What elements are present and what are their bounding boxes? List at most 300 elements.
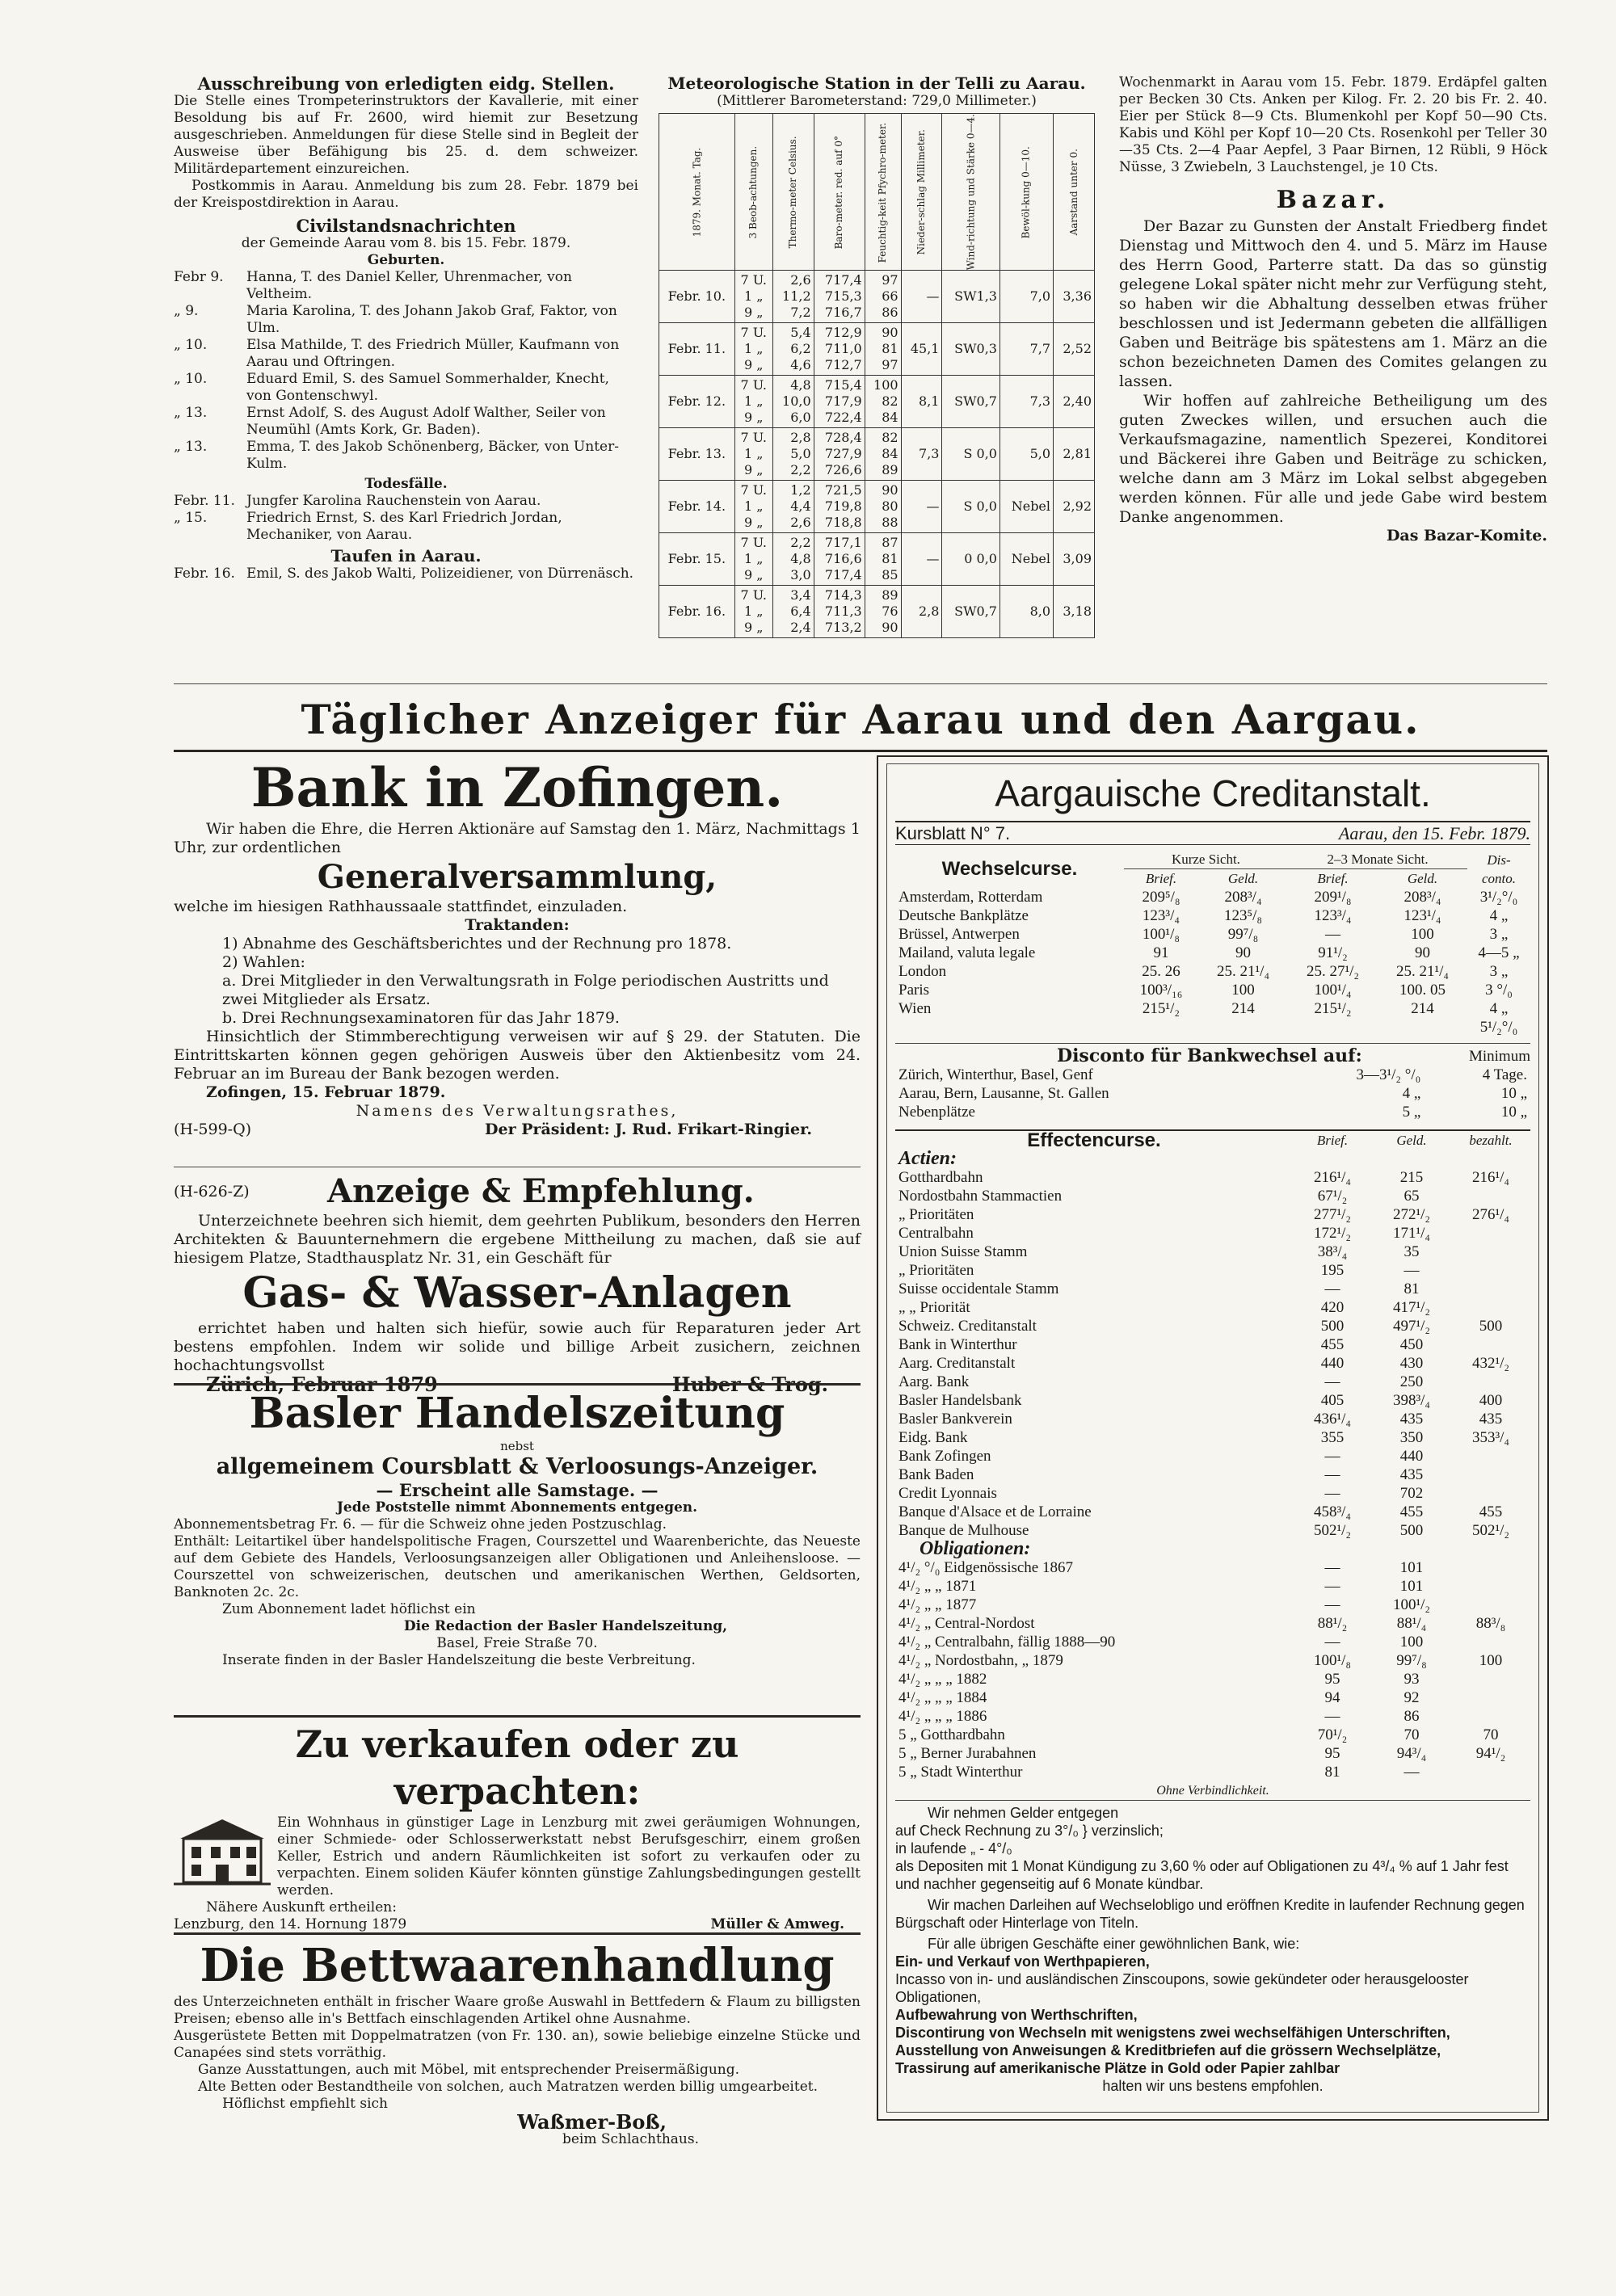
effect-row: [895, 1261, 1530, 1280]
deaths-title: Todesfälle.: [364, 476, 448, 492]
wechsel-row: [895, 944, 1530, 962]
bazar-sign: Das Bazar-Komite.: [1386, 527, 1547, 545]
effect-cell: 65: [1403, 1188, 1420, 1205]
entry-text: Maria Karolina, T. des Johann Jakob Graf, Faktor, von Ulm.: [246, 303, 617, 336]
effect-cell: 355: [1320, 1429, 1345, 1446]
effect-cell: 5 „ Berner Jurabahnen: [898, 1745, 1037, 1762]
effect-row: [895, 1205, 1530, 1224]
effect-cell: 702: [1399, 1485, 1424, 1502]
meteo-cell: 7 U. 1 „ 9 „: [734, 271, 772, 323]
gas-text2: errichtet haben und halten sich hiefür, sowie auch für Reparaturen jeder Art bestens empfohlen. Indem wir solide und billige Arbeit zusichern, zeichnen hochachtungsvollst: [174, 1319, 861, 1374]
effect-cell: 86: [1403, 1708, 1420, 1725]
effect-cell: 216¹/₄: [1471, 1169, 1510, 1186]
effect-cell: 450: [1399, 1336, 1424, 1353]
meteo-station: [659, 74, 1095, 638]
effect-cell: 4¹/₂ „ Nordostbahn, „ 1879: [898, 1652, 1063, 1669]
effect-cell: 4¹/₂ °/₀ Eidgenössische 1867: [898, 1559, 1073, 1576]
g6: Trassirung auf amerikanische Plätze in Gold oder Papier zahlbar: [895, 2060, 1340, 2076]
wechsel-row: [895, 906, 1530, 925]
meteo-cell: Febr. 11.: [659, 323, 735, 376]
entry-date: „ 13.: [174, 405, 208, 421]
effect-cell: 88¹/₂: [1317, 1615, 1348, 1632]
gas-code: (H-626-Z): [174, 1182, 250, 1201]
effect-cell: 94³/₄: [1396, 1745, 1427, 1762]
basler-nebst: nebst: [500, 1439, 534, 1453]
effect-cell: 455: [1320, 1336, 1345, 1353]
bett-title: Die Bettwaarenhandlung: [200, 1939, 835, 1992]
disc-table: [895, 1066, 1530, 1121]
effect-cell: —: [1324, 1280, 1340, 1297]
h-kurz: Kurze Sicht.: [1124, 850, 1288, 869]
rule-3: [174, 1715, 861, 1718]
meteo-cell: 90 80 88: [865, 481, 901, 533]
g5: Ausstellung von Anweisungen & Kreditbriefen auf die grössern Wechselplätze,: [895, 2042, 1441, 2058]
stellen-title: Ausschreibung von erledigten eidg. Stellen.: [197, 74, 615, 94]
effect-cell: „ Prioritäten: [898, 1262, 974, 1279]
effect-row: [895, 1298, 1530, 1317]
entry-date: „ 10.: [174, 371, 208, 387]
effect-cell: 272¹/₂: [1392, 1206, 1431, 1223]
meteo-cell: 7 U. 1 „ 9 „: [734, 481, 772, 533]
effect-row: [895, 1633, 1530, 1651]
entry-date: „ 10.: [174, 337, 208, 353]
effect-cell: [1451, 1447, 1530, 1465]
meteo-cell: Nebel: [999, 533, 1053, 586]
masthead: [174, 695, 1547, 745]
effect-cell: [1451, 1577, 1530, 1596]
effect-cell: —: [1324, 1559, 1340, 1576]
bapt-title: Taufen in Aarau.: [330, 546, 482, 566]
meteo-cell: S 0,0: [942, 428, 1000, 481]
wechsel-cell: 91: [1153, 944, 1169, 961]
entry-text: Friedrich Ernst, S. des Karl Friedrich Jordan, Mechaniker, von Aarau.: [246, 510, 562, 543]
effect-row: [895, 1317, 1530, 1335]
entry-text: Ernst Adolf, S. des August Adolf Walther, Seiler von Neumühl (Amts Kork, Gr. Baden).: [246, 405, 606, 438]
meteo-cell: 7 U. 1 „ 9 „: [734, 323, 772, 376]
bett-place: beim Schlachthaus.: [562, 2131, 699, 2147]
h-geld-3: Geld.: [1396, 1133, 1427, 1148]
effect-cell: 95: [1324, 1671, 1340, 1688]
effect-row: [895, 1521, 1530, 1540]
g7: halten wir uns bestens empfohlen.: [1102, 2078, 1324, 2094]
meteo-cell: 715,4 717,9 722,4: [814, 376, 865, 428]
meteo-header: Feuchtig-keit Pfychro-meter.: [865, 114, 901, 271]
effect-cell: 4¹/₂ „ „ „ 1884: [898, 1689, 987, 1706]
wechsel-cell: 100. 05: [1399, 982, 1446, 999]
wechsel-row: [895, 925, 1530, 944]
effect-cell: 417¹/₂: [1392, 1299, 1431, 1316]
effect-cell: 81: [1324, 1764, 1340, 1781]
disc-place: Aarau, Bern, Lausanne, St. Gallen: [898, 1085, 1109, 1102]
effect-cell: 420: [1320, 1299, 1345, 1316]
meteo-cell: 717,1 716,6 717,4: [814, 533, 865, 586]
effect-cell: 4¹/₂ „ „ „ 1882: [898, 1671, 987, 1688]
entry-date: „ 9.: [174, 303, 199, 319]
bett-l2: Ganze Ausstattungen, auch mit Möbel, mit entsprechender Preisermäßigung.: [198, 2062, 740, 2078]
g4: Discontirung von Wechseln mit wenigstens zwei wechselfähigen Unterschriften,: [895, 2025, 1450, 2041]
sale-info: Nähere Auskunft ertheilen:: [206, 1899, 397, 1915]
effect-row: [895, 1688, 1530, 1707]
creditanstalt-box: [877, 755, 1549, 2121]
meteo-cell: SW0,7: [942, 376, 1000, 428]
wechsel-cell: 215¹/₂: [1314, 1000, 1352, 1017]
bett-firm: Waßmer-Boß,: [517, 2110, 667, 2134]
credit-text: [895, 1800, 1530, 2095]
masthead-rule: [174, 750, 1547, 752]
meteo-cell: 3,36: [1054, 271, 1095, 323]
effect-cell: Centralbahn: [898, 1225, 974, 1242]
entry-date: Febr 9.: [174, 269, 224, 285]
meteo-cell: 45,1: [901, 323, 942, 376]
meteo-cell: 2,8: [901, 586, 942, 638]
meteo-cell: 3,4 6,4 2,4: [772, 586, 814, 638]
disc-row: [895, 1084, 1530, 1103]
births-title: Geburten.: [367, 252, 445, 268]
basler-ad: [174, 1388, 861, 1669]
effect-cell: 94: [1324, 1689, 1340, 1706]
loan: Wir machen Darleihen auf Wechselobligo und eröffnen Kredite in laufender Rechnung gegen Bürgschaft oder Hinterlage von Titeln.: [895, 1897, 1525, 1931]
meteo-title: Meteorologische Station in der Telli zu Aarau.: [667, 74, 1086, 93]
meteo-cell: 2,81: [1054, 428, 1095, 481]
effect-cell: —: [1403, 1262, 1420, 1279]
effect-cell: [1451, 1558, 1530, 1577]
wechsel-cell: 25. 21¹/₄: [1395, 963, 1450, 980]
wechsel-cell: [1378, 1018, 1467, 1037]
wechsel-cell: 209⁵/₈: [1142, 889, 1180, 906]
effect-cell: 353³/₄: [1471, 1429, 1510, 1446]
effect-cell: 458³/₄: [1313, 1503, 1352, 1520]
wechsel-cell: 208³/₄: [1224, 889, 1262, 906]
bank-item: 1) Abnahme des Geschäftsberichtes und der Rechnung pro 1878.: [222, 935, 732, 952]
meteo-cell: 2,92: [1054, 481, 1095, 533]
effect-cell: [1451, 1261, 1530, 1280]
effect-cell: 70¹/₂: [1317, 1726, 1348, 1743]
effect-cell: Bank Baden: [898, 1466, 974, 1483]
effect-cell: —: [1324, 1596, 1340, 1613]
meteo-cell: 82 84 89: [865, 428, 901, 481]
h-brief-1: Brief.: [1145, 871, 1177, 886]
meteo-cell: 90 81 97: [865, 323, 901, 376]
wechsel-cell: 3 „: [1489, 963, 1509, 980]
disc-days: 10 „: [1500, 1085, 1527, 1102]
effect-cell: 4¹/₂ „ „ „ 1886: [898, 1708, 987, 1725]
disc-days: 10 „: [1500, 1104, 1527, 1121]
meteo-cell: Febr. 15.: [659, 533, 735, 586]
wechsel-cell: Paris: [898, 982, 929, 999]
wech-title: Wechselcurse.: [941, 858, 1078, 880]
civil-entry: [174, 510, 638, 544]
effect-cell: [1451, 1298, 1530, 1317]
civil-sub: der Gemeinde Aarau vom 8. bis 15. Febr. 1879.: [241, 235, 571, 251]
meteo-cell: 8,0: [999, 586, 1053, 638]
effect-row: [895, 1243, 1530, 1261]
wechsel-cell: 90: [1415, 944, 1430, 961]
effect-cell: [1451, 1465, 1530, 1484]
bank-item: zwei Mitglieder als Ersatz.: [222, 990, 431, 1008]
wechsel-cell: 100¹/₈: [1142, 926, 1180, 943]
effect-cell: Basler Bankverein: [898, 1411, 1012, 1428]
bett-l1: Ausgerüstete Betten mit Doppelmatratzen (von Fr. 130. an), sowie beliebige einzelne Stücke und Canapées sind stets vorräthig.: [174, 2028, 861, 2061]
effect-cell: 500: [1479, 1318, 1503, 1335]
disc-rate: 4 „: [1402, 1085, 1421, 1102]
bazar-text: Der Bazar zu Gunsten der Anstalt Friedberg findet Dienstag und Mittwoch den 4. und 5. März im Hause des Herrn Good, Parterre statt. Da das so günstig gelegene Lokal später nicht mehr zur Verfügung steht, so haben wir die Abhaltung desselben etwas früher beschlossen und ist Jedermann gebeten die allfälligen Gaben und Beiträge bis spätestens am 1. März an die schon bezeichneten Damen des Comites gelangen zu lassen.: [1119, 217, 1547, 390]
effect-cell: [1451, 1373, 1530, 1391]
effect-cell: 440: [1320, 1355, 1345, 1372]
wechsel-cell: 3 °/₀: [1485, 982, 1513, 999]
effect-cell: 350: [1399, 1429, 1424, 1446]
entry-text: Eduard Emil, S. des Samuel Sommerhalder, Knecht, von Gontenschwyl.: [246, 371, 609, 404]
effect-row: [895, 1187, 1530, 1205]
effect-cell: Banque d'Alsace et de Lorraine: [898, 1503, 1092, 1520]
gas-place: Zürich, Februar 1879: [206, 1373, 438, 1396]
effect-row: [895, 1577, 1530, 1596]
h-geld-2: Geld.: [1407, 871, 1438, 886]
effect-cell: 5 „ Gotthardbahn: [898, 1726, 1005, 1743]
masthead-title: Täglicher Anzeiger für Aarau und den Aargau.: [301, 696, 1420, 743]
meteo-cell: 5,4 6,2 4,6: [772, 323, 814, 376]
effect-row: [895, 1670, 1530, 1688]
effect-cell: 435: [1399, 1466, 1424, 1483]
effect-row: [895, 1596, 1530, 1614]
meteo-cell: 100 82 84: [865, 376, 901, 428]
effect-cell: [1451, 1224, 1530, 1243]
rule-4: [174, 1932, 861, 1935]
wechsel-cell: 90: [1235, 944, 1252, 961]
wechsel-cell: 25. 26: [1142, 963, 1180, 980]
eidg-stellen: [174, 74, 638, 582]
effect-cell: —: [1403, 1764, 1420, 1781]
h-brief-2: Brief.: [1317, 871, 1349, 886]
meteo-cell: 5,0: [999, 428, 1053, 481]
sale-title: Zu verkaufen oder zu verpachten:: [295, 1722, 739, 1813]
effect-cell: 435: [1479, 1411, 1503, 1428]
effect-cell: Aarg. Creditanstalt: [898, 1355, 1016, 1372]
effect-row: [895, 1484, 1530, 1503]
wechsel-cell: 100³/₁₆: [1139, 982, 1183, 999]
basler-post: Jede Poststelle nimmt Abonnements entgegen.: [336, 1499, 698, 1516]
effect-cell: [1451, 1596, 1530, 1614]
wechsel-cell: 123¹/₄: [1403, 907, 1441, 924]
disc-title: Disconto für Bankwechsel auf:: [1057, 1045, 1362, 1066]
effect-cell: 398³/₄: [1392, 1392, 1431, 1409]
effect-cell: 101: [1399, 1578, 1424, 1595]
meteo-cell: 2,6 11,2 7,2: [772, 271, 814, 323]
effect-cell: Schweiz. Creditanstalt: [898, 1318, 1037, 1335]
credit-kurs: Kursblatt N° 7.: [895, 823, 1011, 843]
wechsel-cell: 100: [1411, 926, 1434, 943]
meteo-row: [659, 376, 1095, 428]
meteo-row: [659, 533, 1095, 586]
meteo-row: [659, 481, 1095, 533]
meteo-cell: 7 U. 1 „ 9 „: [734, 586, 772, 638]
other: Für alle übrigen Geschäfte einer gewöhnlichen Bank, wie:: [928, 1936, 1300, 1952]
bank-note: Hinsichtlich der Stimmberechtigung verweisen wir auf § 29. der Statuten. Die Eintrittskarten können gegen gehörigen Ausweis über den Aktienbesitz vom 24. Februar an im Bureau der Bank bezogen werden.: [174, 1028, 861, 1083]
effect-row: [895, 1335, 1530, 1354]
meteo-cell: —: [901, 271, 942, 323]
disc-min: Minimum: [1468, 1048, 1530, 1065]
meteo-cell: Febr. 10.: [659, 271, 735, 323]
oblig-label: Obligationen:: [920, 1538, 1031, 1559]
effect-cell: 92: [1403, 1689, 1420, 1706]
entry-date: „ 13.: [174, 439, 208, 455]
wechsel-row: [895, 999, 1530, 1018]
effect-cell: Suisse occidentale Stamm: [898, 1280, 1059, 1297]
sale-firm: Müller & Amweg.: [710, 1916, 844, 1932]
credit-date: Aarau, den 15. Febr. 1879.: [1338, 823, 1530, 843]
bapt-list: [174, 566, 638, 582]
basler-text: Enthält: Leitartikel über handelspolitische Fragen, Courszettel und Waarenberichte, das Neueste auf dem Gebiete des Handels, Verloosungsanzeigen aller Obligationen und Anleihensloose. — Courszettel von schweizerischen, deutschen und amerikanischen Werthen, Geldsorten, Banknoten 2c. 2c.: [174, 1533, 861, 1600]
civil-entry: [174, 337, 638, 371]
effect-cell: [1451, 1670, 1530, 1688]
gas-firm: Huber & Trog.: [671, 1373, 828, 1396]
bett-l3: Alte Betten oder Bestandtheile von solchen, auch Matratzen werden billig umgearbeitet.: [198, 2079, 819, 2095]
meteo-row: [659, 271, 1095, 323]
wechsel-cell: [1198, 1018, 1288, 1037]
effect-cell: [1451, 1243, 1530, 1261]
meteo-cell: 721,5 719,8 718,8: [814, 481, 865, 533]
effect-cell: [1451, 1335, 1530, 1354]
wechsel-cell: Deutsche Bankplätze: [898, 907, 1029, 924]
meteo-cell: 7,0: [999, 271, 1053, 323]
effect-row: [895, 1726, 1530, 1744]
wechsel-cell: Mailand, valuta legale: [898, 944, 1036, 961]
bank-zofingen: [174, 755, 861, 1139]
meteo-cell: Febr. 16.: [659, 586, 735, 638]
bank-item: a. Drei Mitglieder in den Verwaltungsrath in Folge periodischen Austritts und: [222, 972, 829, 990]
civil-entry: [174, 303, 638, 337]
effect-cell: 5 „ Stadt Winterthur: [898, 1764, 1023, 1781]
meteo-cell: 97 66 86: [865, 271, 901, 323]
effect-cell: 88¹/₄: [1396, 1615, 1427, 1632]
meteo-cell: Febr. 14.: [659, 481, 735, 533]
entry-text: Jungfer Karolina Rauchenstein von Aarau.: [246, 493, 541, 509]
effect-row: [895, 1503, 1530, 1521]
effect-row: [895, 1428, 1530, 1447]
effect-cell: 455: [1399, 1503, 1424, 1520]
effect-cell: 100: [1399, 1634, 1424, 1651]
disc-place: Nebenplätze: [898, 1104, 975, 1121]
effect-cell: Banque de Mulhouse: [898, 1522, 1029, 1539]
sale-place: Lenzburg, den 14. Hornung 1879: [174, 1916, 407, 1932]
meteo-cell: 714,3 711,3 713,2: [814, 586, 865, 638]
effect-cell: 70: [1483, 1726, 1499, 1743]
effect-cell: 88³/₈: [1475, 1615, 1506, 1632]
bank-items: [174, 935, 861, 1028]
h-dis: Dis-conto.: [1481, 852, 1517, 886]
effect-cell: 216¹/₄: [1313, 1169, 1352, 1186]
meteo-cell: 87 81 85: [865, 533, 901, 586]
h-brief-3: Brief.: [1316, 1133, 1349, 1148]
meteo-header: Bewöl-kung 0—10.: [999, 114, 1053, 271]
market-col: [1119, 74, 1547, 545]
effect-row: [895, 1465, 1530, 1484]
market-text: Wochenmarkt in Aarau vom 15. Febr. 1879. Erdäpfel galten per Becken 30 Cts. Anken per Kilog. Fr. 2. 20 bis Fr. 2. 40. Eier per Stück 8—9 Cts. Blumenkohl per Kopf 50—90 Cts. Kabis und Köhl per Kopf 10—20 Cts. Rosenkohl per Teller 30—35 Cts. 2—4 Paar Aepfel, 3 Paar Birnen, 12 Rübli, 9 Höck Nüsse, 3 Zwiebeln, 3 Lauchstengel, je 10 Cts.: [1119, 74, 1547, 175]
wechsel-cell: 25. 21¹/₄: [1216, 963, 1270, 980]
meteo-header: 1879. Monat. Tag.: [659, 114, 735, 271]
basler-sub: allgemeinem Coursblatt & Verloosungs-Anzeiger.: [216, 1454, 819, 1479]
effect-row: [895, 1410, 1530, 1428]
bank-gv: Generalversammlung,: [317, 858, 718, 896]
civil-entry: [174, 405, 638, 439]
meteo-cell: 2,8 5,0 2,2: [772, 428, 814, 481]
meteo-cell: 7,3: [999, 376, 1053, 428]
meteo-cell: 1,2 4,4 2,6: [772, 481, 814, 533]
civil-title: Civilstandsnachrichten: [296, 216, 516, 236]
wechsel-cell: 208³/₄: [1403, 889, 1441, 906]
meteo-cell: 7,7: [999, 323, 1053, 376]
wechsel-cell: [895, 1018, 1124, 1037]
wechsel-cell: 100¹/₄: [1314, 982, 1352, 999]
effect-cell: Bank in Winterthur: [898, 1336, 1017, 1353]
effect-cell: 440: [1399, 1448, 1424, 1465]
effect-cell: 276¹/₄: [1471, 1206, 1510, 1223]
entry-text: Elsa Mathilde, T. des Friedrich Müller, Kaufmann von Aarau und Oftringen.: [246, 337, 620, 370]
effect-cell: —: [1324, 1466, 1340, 1483]
effect-cell: [1451, 1763, 1530, 1781]
wechsel-cell: 100: [1231, 982, 1255, 999]
effect-cell: —: [1324, 1634, 1340, 1651]
wechsel-cell: [1288, 1018, 1378, 1037]
gas-title: Anzeige & Empfehlung.: [327, 1172, 755, 1210]
meteo-cell: 2,40: [1054, 376, 1095, 428]
effect-cell: 500: [1399, 1522, 1424, 1539]
bank-item: 2) Wahlen:: [222, 953, 305, 971]
basler-ins: Inserate finden in der Basler Handelszeitung die beste Verbreitung.: [222, 1652, 696, 1668]
wechsel-cell: 215¹/₂: [1142, 1000, 1180, 1017]
effect-cell: 70: [1403, 1726, 1420, 1743]
stellen-body: Die Stelle eines Trompeterinstruktors der Kavallerie, mit einer Besoldung bis auf Fr. 2600, wird hiemit zur Besetzung ausgeschrieben. Anmeldungen für diese Stelle sind in Begleit der Ausweise über Befähigung bis 25. d. dem schweizer. Militärdepartement einzureichen.: [174, 93, 638, 177]
effect-row: [895, 1391, 1530, 1410]
bank-trakt: Traktanden:: [465, 916, 570, 934]
wechsel-cell: Amsterdam, Rotterdam: [898, 889, 1043, 906]
wechsel-cell: Wien: [898, 1000, 932, 1017]
meteo-header: 3 Beob-achtungen.: [734, 114, 772, 271]
basler-sat: — Erscheint alle Samstage. —: [376, 1480, 659, 1500]
wechsel-cell: 123³/₄: [1314, 907, 1352, 924]
sale-ad: [174, 1721, 861, 1933]
effect-cell: 95: [1324, 1745, 1340, 1762]
wechsel-cell: 4 „: [1489, 907, 1509, 924]
meteo-header: Wind-richtung und Stärke 0—4.: [942, 114, 1000, 271]
entry-date: „ 15.: [174, 510, 208, 526]
effect-cell: 400: [1479, 1392, 1503, 1409]
effect-cell: 277¹/₂: [1313, 1206, 1352, 1223]
meteo-cell: Febr. 12.: [659, 376, 735, 428]
effect-row: [895, 1168, 1530, 1187]
bank-intro: Wir haben die Ehre, die Herren Aktionäre auf Samstag den 1. März, Nachmittags 1 Uhr, zur ordentlichen: [174, 820, 861, 856]
effect-cell: [1451, 1280, 1530, 1298]
deaths-list: [174, 493, 638, 544]
disc-row: [895, 1066, 1530, 1084]
meteo-header: Baro-meter. red. auf 0°: [814, 114, 865, 271]
entry-text: Hanna, T. des Daniel Keller, Uhrenmacher, von Veltheim.: [246, 269, 572, 302]
meteo-cell: 728,4 727,9 726,6: [814, 428, 865, 481]
basler-addr: Basel, Freie Straße 70.: [436, 1635, 598, 1651]
effect-cell: 38³/₄: [1317, 1243, 1348, 1260]
effect-cell: —: [1324, 1578, 1340, 1595]
effect-cell: —: [1324, 1373, 1340, 1390]
wechsel-cell: [1124, 1018, 1198, 1037]
bazar-title: Bazar.: [1276, 186, 1391, 214]
wechsel-cell: 123⁵/₈: [1224, 907, 1263, 924]
meteo-sub: (Mittlerer Barometerstand: 729,0 Millimeter.): [717, 93, 1037, 109]
effect-cell: [1451, 1187, 1530, 1205]
eff-title: Effectencurse.: [1027, 1129, 1161, 1151]
money3: in laufende „ - 4°/₀: [895, 1840, 1012, 1857]
effect-row: [895, 1447, 1530, 1465]
wechsel-cell: 99⁷/₈: [1227, 926, 1259, 943]
bett-l4: Höflichst empfiehlt sich: [222, 2096, 388, 2112]
